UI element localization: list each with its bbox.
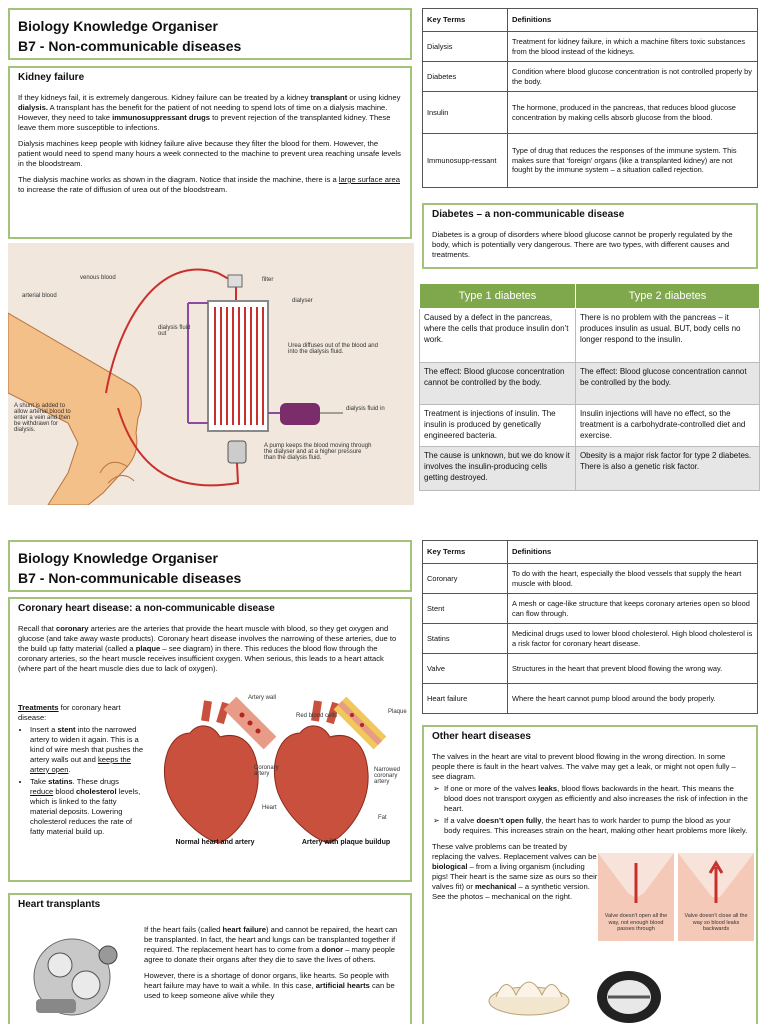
artificial-heart-photo	[16, 925, 132, 1025]
kt1-term: Diabetes	[423, 62, 508, 92]
other-paragraph-2: These valve problems can be treated by replacing the valves. Replacement valves can be biological – from a living organism (including pigs! Their heart is the same size as ours so their valves fit) or mechanical – a synthetic version. See the photos – mechanical on the right.	[432, 842, 598, 901]
label-filter: filter	[262, 277, 274, 283]
mechanical-valve-art	[594, 963, 664, 1025]
caption-normal-heart: Normal heart and artery	[175, 839, 255, 846]
transplants-paragraph-1: If the heart fails (called heart failure) and cannot be repaired, the heart can be transplanted. In fact, the heart and lungs can be transplanted together if required. The replacement heart has to come from a donor – many people agree to donate their organs after they die to save the lives of others.	[144, 925, 398, 964]
kt2-term: Coronary	[423, 564, 508, 594]
diabetes-section	[422, 203, 758, 269]
kidney-paragraph-3: The dialysis machine works as shown in the diagram. Notice that inside the machine, there is a large surface area to increase the rate of diffusion of urea out of the bloodstream.	[18, 175, 400, 194]
valve-diagram-1	[598, 853, 674, 941]
page2-title-box	[8, 540, 412, 592]
other-paragraph-1: The valves in the heart are vital to prevent blood flowing in the wrong direction. In some people there is fault in the heart valves. The valve may get a leak, or might not open fully – see diagram.	[432, 752, 736, 781]
label-venous-blood: venous blood	[80, 275, 116, 281]
type1-cell: The cause is unknown, but we do know it involves the insulin-producing cells getting destroyed.	[420, 447, 576, 491]
page2-key-terms	[422, 540, 758, 714]
page2-key-terms-table	[422, 540, 758, 714]
treatment-statins: • Take statins. These drugs reduce blood cholesterol levels, which is linked to the fatty material deposits. Lowering cholesterol reduces the rate of fatty material build up.	[30, 777, 144, 837]
kt1-def: Condition where blood glucose concentration is not controlled properly by the body.	[508, 62, 758, 92]
type1-cell: Treatment is injections of insulin. The insulin is produced by genetically engineered bacteria.	[420, 405, 576, 447]
coronary-paragraph: Recall that coronary arteries are the arteries that provide the heart muscle with blood, so they get oxygen and glucose (and take away waste products). Coronary heart disease involves the narrowing of these arteries, due to the build up fatty material (called a plaque – see diagram) in there. This reduces the blood flow through the coronary arteries, so the heart muscle receives insufficient oxygen. When serious, this leads to a heart attack (where part of the heart muscle dies due to lack of oxygen).	[18, 624, 397, 673]
treatment-stent: • Insert a stent into the narrowed artery to widen it again. This is a kind of wire mesh that pushes the artery walls out and keeps the artery open.	[30, 725, 144, 775]
page1-title-line1: Biology Knowledge Organiser	[18, 18, 218, 34]
treatments-intro: Treatments for coronary heart disease:	[18, 703, 121, 722]
kt1-term: Dialysis	[423, 32, 508, 62]
page1-key-terms	[422, 8, 758, 188]
kt2-term: Stent	[423, 594, 508, 624]
artificial-heart-art	[16, 925, 132, 1025]
kt1-term: Immunosupp-ressant	[423, 134, 508, 188]
heart-transplants-section	[8, 893, 412, 1024]
type2-cell: Insulin injections will have no effect, so the treatment is a carbohydrate-controlled diet and exercise.	[575, 405, 759, 447]
kt1-def: Type of drug that reduces the responses of the immune system. This makes sure that ‘foreign’ organs (like a transplanted kidney) are not fought by the immune system – a situation called rejection.	[508, 134, 758, 188]
kt2-def: Structures in the heart that prevent blood flowing the wrong way.	[508, 654, 758, 684]
type1-cell: The effect: Blood glucose concentration cannot be controlled by the body.	[420, 363, 576, 405]
coronary-treatments	[18, 703, 144, 839]
label-narrowed-artery: Narrowed coronary artery	[374, 767, 401, 785]
kt2-def: A mesh or cage-like structure that keeps coronary arteries open so blood can flow through.	[508, 594, 758, 624]
kt2-def: Medicinal drugs used to lower blood cholesterol. High blood cholesterol is a risk factor for coronary heart disease.	[508, 624, 758, 654]
kt1-def: The hormone, produced in the pancreas, that reduces blood glucose concentration by making cells absorb glucose from the blood.	[508, 92, 758, 134]
type2-cell: Obesity is a major risk factor for type 2 diabetes. There is also a genetic risk factor.	[575, 447, 759, 491]
kt1-def: Treatment for kidney failure, in which a machine filters toxic substances from the blood instead of the kidneys.	[508, 32, 758, 62]
valve-problems-list	[432, 784, 748, 836]
kt2-header-def: Definitions	[508, 541, 758, 564]
page2-title-line2: B7 - Non-communicable diseases	[18, 570, 242, 586]
dialysis-diagram	[8, 243, 414, 505]
heart-figure	[150, 693, 410, 853]
label-fat: Fat	[378, 815, 387, 821]
kt2-def: To do with the heart, especially the blood vessels that supply the heart muscle with blood.	[508, 564, 758, 594]
valve-diagram-2	[678, 853, 754, 941]
coronary-heading: Coronary heart disease: a non-communicable disease	[18, 603, 275, 614]
type2-cell: There is no problem with the pancreas – it produces insulin as usual. BUT, body cells no longer respond to the insulin.	[575, 309, 759, 363]
mechanical-valve-photo	[594, 963, 664, 1025]
label-shunt: A shunt is added to allow arterial blood to enter a vein and then be withdrawn for dialysis.	[14, 403, 71, 433]
label-artery-wall: Artery wall	[248, 695, 277, 701]
page1-key-terms-table	[422, 8, 758, 188]
other-heading: Other heart diseases	[432, 731, 531, 742]
kt1-header-term: Key Terms	[423, 9, 508, 32]
page1-title-box	[8, 8, 412, 60]
transplants-text	[144, 925, 406, 1007]
kidney-failure-section	[8, 66, 412, 239]
kt1-header-def: Definitions	[508, 9, 758, 32]
kt2-term: Valve	[423, 654, 508, 684]
treatments-list	[18, 725, 144, 837]
diabetes-text: Diabetes is a group of disorders where blood glucose cannot be properly regulated by the body, which is potentially very dangerous. There are two types, with different causes and treatments.	[432, 230, 733, 259]
label-pump: A pump keeps the blood moving through the dialyser and at a higher pressure than the dialysis fluid.	[264, 443, 372, 461]
kt2-header-term: Key Terms	[423, 541, 508, 564]
type1-header: Type 1 diabetes	[420, 284, 576, 309]
kt1-term: Insulin	[423, 92, 508, 134]
valve-leak-item: ➢ If one or more of the valves leaks, blood flows backwards in the heart. This means the blood does not transport oxygen as efficiently and also increases the risk of infection in the heart.	[444, 784, 748, 814]
transplants-paragraph-2: However, there is a shortage of donor organs, like hearts. So people with heart failure may have to wait a while. In this case, artificial hearts can be used to keep someone alive while they	[144, 971, 395, 1000]
label-arterial-blood: arterial blood	[22, 293, 57, 299]
type1-cell: Caused by a defect in the pancreas, where the cells that produce insulin don’t work.	[420, 309, 576, 363]
biological-valve-art	[484, 967, 574, 1023]
kt2-term: Statins	[423, 624, 508, 654]
valve-not-open-item: ➢ If a valve doesn’t open fully, the heart has to work harder to pump the blood as your body requires. This increases strain on the heart, making other heart problems more likely.	[444, 816, 748, 836]
kidney-paragraph-2: Dialysis machines keep people with kidney failure alive because they filter the blood for them. However, the patient would need to spend many hours a week connected to the machine to prevent urea reaching unsafe levels in the bloodstream.	[18, 139, 401, 168]
kidney-paragraph-1: If they kidneys fail, it is extremely dangerous. Kidney failure can be treated by a kidney transplant or using kidney dialysis. A transplant has the benefit for the patient of not needing to spend lots of time on a dialysis machine. However, they need to take immunosuppressant drugs to prevent rejection of the transplanted kidney. These leave them more susceptible to infections.	[18, 93, 401, 132]
coronary-section	[8, 597, 412, 882]
dialysis-diagram-art	[8, 243, 414, 505]
diabetes-heading: Diabetes – a non-communicable disease	[432, 209, 625, 220]
label-dialyser: dialyser	[292, 298, 313, 304]
label-plaque: Plaque	[388, 709, 407, 715]
kidney-failure-heading: Kidney failure	[18, 72, 85, 83]
valve-caption-2: Valve doesn't close all the way so blood leaks backwards	[684, 913, 748, 932]
label-fluid-out: dialysis fluid out	[158, 325, 191, 337]
valve-diagram-2-art	[678, 853, 754, 913]
other-heart-diseases-section	[422, 725, 758, 1024]
diabetes-types-table	[419, 283, 760, 491]
label-heart: Heart	[262, 805, 277, 811]
label-fluid-in: dialysis fluid in	[346, 406, 385, 412]
kt2-def: Where the heart cannot pump blood around the body properly.	[508, 684, 758, 714]
caption-plaque-buildup: Artery with plaque buildup	[301, 839, 391, 846]
transplants-heading: Heart transplants	[18, 899, 101, 910]
diabetes-types-table-wrap	[419, 283, 760, 491]
type2-cell: The effect: Blood glucose concentration cannot be controlled by the body.	[575, 363, 759, 405]
label-urea: Urea diffuses out of the blood and into the dialysis fluid.	[288, 343, 378, 355]
biological-valve-photo	[484, 967, 574, 1023]
page2-title-line1: Biology Knowledge Organiser	[18, 550, 218, 566]
label-coronary-artery: Coronary artery	[254, 765, 279, 777]
type2-header: Type 2 diabetes	[575, 284, 759, 309]
valve-diagram-1-art	[598, 853, 674, 913]
page1-title-line2: B7 - Non-communicable diseases	[18, 38, 242, 54]
valve-caption-1: Valve doesn't open all the way, not enough blood passes through	[604, 913, 668, 932]
label-red-blood-cells: Red blood cells	[296, 713, 338, 719]
kt2-term: Heart failure	[423, 684, 508, 714]
